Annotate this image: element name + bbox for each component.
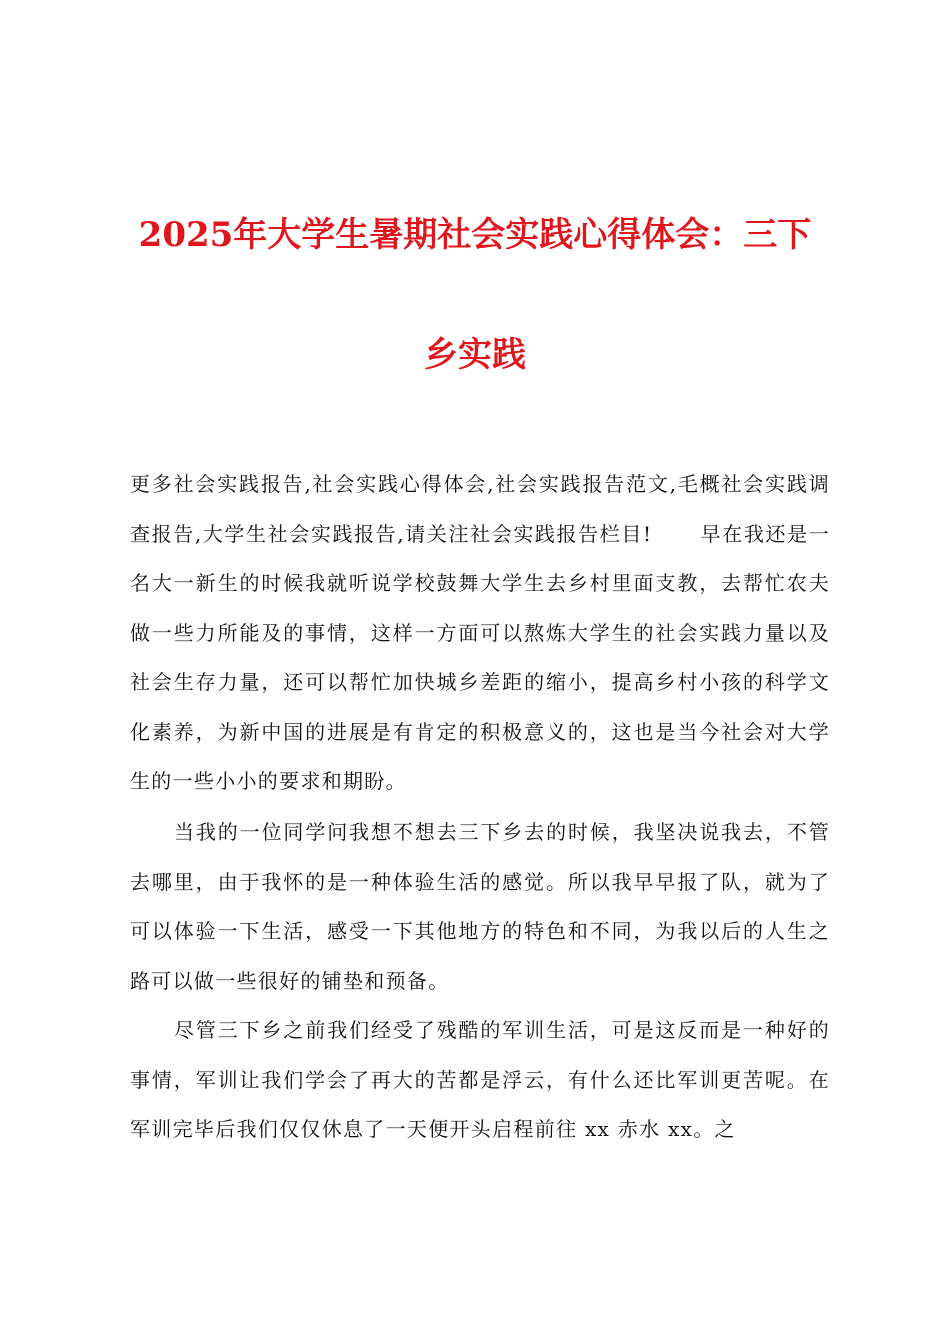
- paragraph-1-body: 早在我还是一名大一新生的时候我就听说学校鼓舞大学生去乡村里面支教，去帮忙农夫做一些力所能及的事情，这样一方面可以熬炼大学生的社会实践力量以及社会生存力量，还可以帮忙加快城乡差距的缩小，提高乡村小孩的科学文化素养，为新中国的进展是有肯定的积极意义的，这也是当今社会对大学生的一些小小的要求和期盼。: [130, 521, 830, 793]
- document-title-line-1: 2025年大学生暑期社会实践心得体会：三下: [138, 215, 812, 255]
- document-title-line-2: 乡实践: [424, 335, 526, 375]
- paragraph-1-lead: 更多社会实践报告,社会实践心得体会,社会实践报告范文,毛概社会实践调查报告,大学生社会实践报告,请关注社会实践报告栏目!: [130, 472, 830, 546]
- paragraph-2: 当我的一位同学问我想不想去三下乡去的时候，我坚决说我去，不管去哪里，由于我怀的是一种体验生活的感觉。所以我早早报了队，就为了可以体验一下生活，感受一下其他地方的特色和不同，为我以后的人生之路可以做一些很好的铺垫和预备。: [130, 820, 830, 993]
- paragraph-3: 尽管三下乡之前我们经受了残酷的军训生活，可是这反而是一种好的事情，军训让我们学会了再大的苦都是浮云，有什么还比军训更苦呢。在军训完毕后我们仅仅休息了一天便开头启程前往 xx 赤水 xx。之: [130, 1018, 830, 1141]
- paragraph-1: [130, 460, 830, 807]
